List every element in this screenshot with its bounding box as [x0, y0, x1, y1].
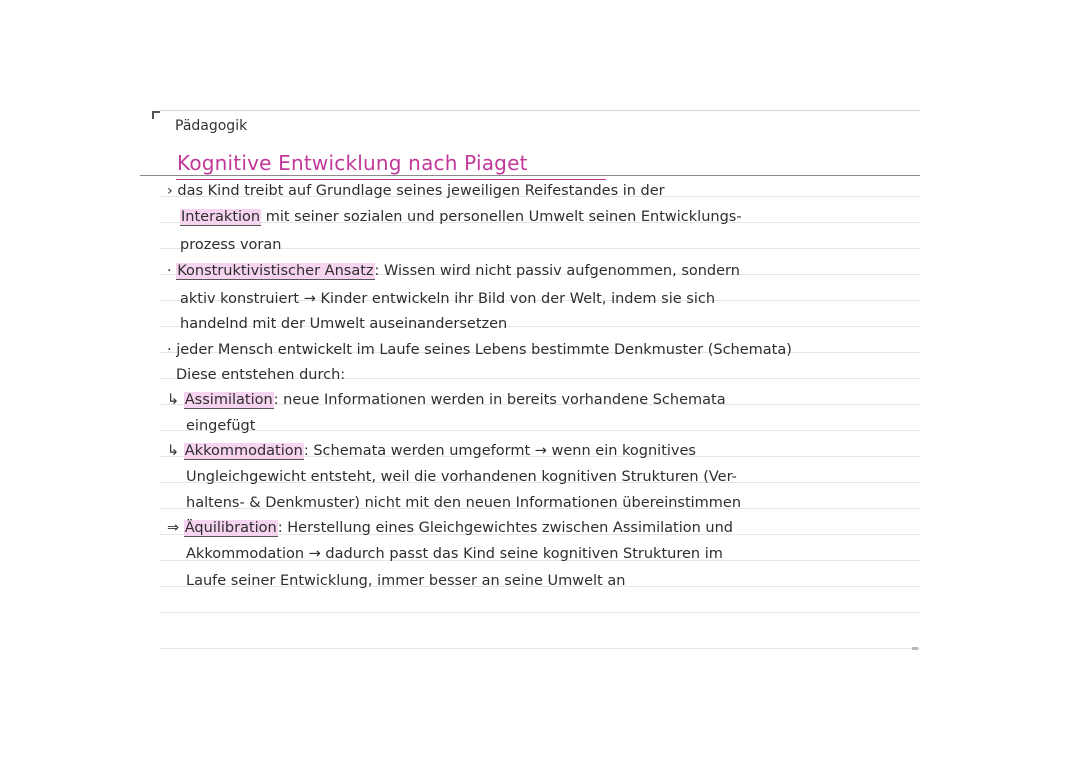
highlighted-term: Akkommodation	[184, 443, 303, 459]
note-line	[180, 313, 507, 335]
note-text: das Kind treibt auf Grundlage seines jeweiligen Reifestandes in der	[177, 183, 665, 199]
note-text: : neue Informationen werden in bereits vorhandene Schemata	[273, 392, 726, 408]
note-line	[180, 206, 742, 228]
highlighted-term: Assimilation	[184, 392, 273, 408]
note-line	[186, 415, 255, 437]
note-text: handelnd mit der Umwelt auseinandersetzen	[180, 316, 508, 332]
note-line	[167, 440, 696, 462]
bullet-marker: ⇒	[167, 520, 184, 536]
note-line	[167, 339, 792, 361]
bullet-marker: ·	[167, 263, 177, 279]
note-line	[180, 234, 281, 256]
note-line	[186, 466, 737, 488]
note-text: aktiv konstruiert → Kinder entwickeln ihr Bild von der Welt, indem sie sich	[180, 291, 716, 307]
highlighted-term: Konstruktivistischer Ansatz	[177, 263, 374, 279]
bullet-marker: ↳	[167, 392, 184, 408]
ruling-line	[160, 612, 920, 613]
note-text: eingefügt	[186, 418, 256, 434]
note-text: : Wissen wird nicht passiv aufgenommen, sondern	[374, 263, 740, 279]
note-text: haltens- & Denkmuster) nicht mit den neuen Informationen übereinstimmen	[186, 495, 742, 511]
page-title: Kognitive Entwicklung nach Piaget	[177, 151, 528, 175]
note-text: jeder Mensch entwickelt im Laufe seines Lebens bestimmte Denkmuster (Schemata)	[176, 342, 792, 358]
ruling-line	[160, 648, 920, 649]
note-text: Ungleichgewicht entsteht, weil die vorhandenen kognitiven Strukturen (Ver-	[186, 469, 737, 485]
note-text: Diese entstehen durch:	[176, 367, 346, 383]
note-text: : Herstellung eines Gleichgewichtes zwischen Assimilation und	[277, 520, 734, 536]
note-line	[167, 260, 740, 282]
note-line	[180, 288, 715, 310]
note-line	[167, 180, 665, 202]
note-line	[167, 389, 726, 411]
bullet-marker: ↳	[167, 443, 184, 459]
note-line	[176, 364, 345, 386]
note-line	[186, 570, 625, 592]
page-mark	[912, 647, 918, 650]
note-text: prozess voran	[180, 237, 282, 253]
subject-label: Pädagogik	[175, 118, 248, 134]
note-text: mit seiner sozialen und personellen Umwelt seinen Entwicklungs-	[261, 209, 742, 225]
title-rule	[140, 175, 920, 176]
highlighted-term: Äquilibration	[184, 520, 277, 536]
note-text: Laufe seiner Entwicklung, immer besser an seine Umwelt an	[186, 573, 626, 589]
ruling-line	[160, 430, 920, 431]
note-text: Akkommodation → dadurch passt das Kind seine kognitiven Strukturen im	[186, 546, 723, 562]
bullet-marker: ·	[167, 342, 177, 358]
note-line	[186, 543, 723, 565]
page-corner-mark	[152, 111, 160, 119]
note-line	[186, 492, 741, 514]
highlighted-term: Interaktion	[181, 209, 261, 225]
ruling-line	[160, 110, 920, 111]
note-line	[167, 517, 733, 539]
note-text: : Schemata werden umgeformt → wenn ein kognitives	[303, 443, 696, 459]
bullet-marker: ›	[167, 183, 178, 199]
